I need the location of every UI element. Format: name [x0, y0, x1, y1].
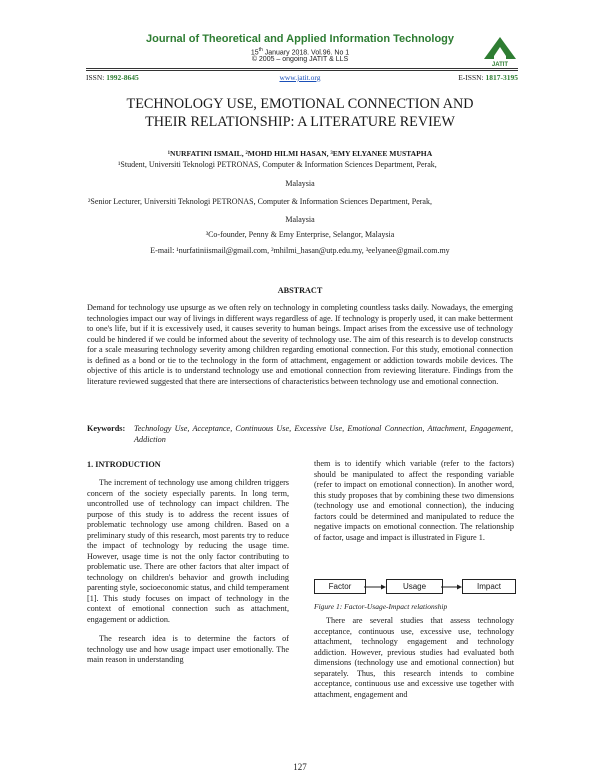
figure-arrow-1	[364, 580, 386, 594]
section-heading-introduction: 1. INTRODUCTION	[87, 460, 161, 469]
email-line: E-mail: ¹nurfatiniismail@gmail.com, ²mhilmi_hasan@utp.edu.my, ³eelyanee@gmail.com.my	[150, 246, 450, 255]
keywords: Technology Use, Acceptance, Continuous Use, Excessive Use, Emotional Connection, Attachment, Engagement, Addiction	[134, 424, 513, 444]
affiliation-1: ¹Student, Universiti Teknologi PETRONAS, Computer & Information Sciences Department, Perak,	[118, 160, 437, 169]
issue-day: 15	[250, 49, 259, 57]
eissn	[458, 73, 518, 82]
paper-title-line1: TECHNOLOGY USE, EMOTIONAL CONNECTION AND	[126, 96, 474, 112]
abstract-text: Demand for technology use upsurge as we often rely on technology in completing countless tasks daily. Nowadays, the emerging technologies impact our way of livings in different ways regardless of age. If technology is properly used, it can make betterment to one's life, but if it is excessively used, it causes severity to human beings. Impact arises from the excessive use of technology could be hindered if we could be informed about the severity of technology use. The aim of this research is to develop constructs for a scale measuring technology severity among children regarding emotional connection. For this study, emotional connection is defined as a bond or tie to the technology in the form of attachment, engagement or addiction towards mobile devices. The objective of this article is to understand technology use and emotional connection from reviewing literature. Findings from the literature reviewed suggested that there are intersections of characteristics between technology use and emotional connection.	[87, 303, 513, 386]
issue-day-suffix: th	[258, 47, 263, 53]
eissn-label: E-ISSN:	[458, 73, 486, 82]
logo-text: JATIT	[491, 62, 509, 67]
figure-box-impact: Impact	[462, 579, 516, 594]
paper-title-line2: THEIR RELATIONSHIP: A LITERATURE REVIEW	[145, 114, 455, 130]
paper-title	[60, 95, 540, 131]
right-column-paragraph-2: There are several studies that assess technology acceptance, continuous use, excessive use, technology attachment, technology engagement and technology addiction. However, previous studies had evaluated both dimensions (technology use and emotional connection) but separately. Thus, this research intends to combine acceptance, continuous use and excessive use together with attachment, engagement and	[314, 616, 514, 699]
figure-arrow-2	[441, 580, 462, 594]
intro-paragraph-1: The increment of technology use among children triggers concern of the society especially parents. In long term, uncontrolled use of technology can impact children. The purpose of this study is to address the recent issues of problematic technology use among children. Based on a preliminary study of this research, most parents try to reduce the impact of technology by reducing the usage time. However, usage time is not the only factor contributing to problematic use. There are other factors that alter impact of technology on children's behavior and growth including parenting style, socioeconomic status, and child temperament [1]. This study focuses on impact of technology in the context of emotional connection such as attachment, engagement or addiction.	[87, 478, 289, 624]
website-link[interactable]: www.jatit.org	[279, 73, 321, 82]
issn-label: ISSN:	[86, 73, 107, 82]
figure-caption: Figure 1: Factor-Usage-Impact relationship	[314, 602, 448, 611]
affiliation-2: ²Senior Lecturer, Universiti Teknologi PETRONAS, Computer & Information Sciences Department, Perak,	[88, 197, 432, 206]
authors: ¹NURFATINI ISMAIL, ²MOHD HILMI HASAN, ³EMY ELYANEE MUSTAPHA	[167, 149, 433, 158]
journal-copyright: © 2005 – ongoing JATIT & LLS	[251, 56, 349, 63]
figure-box-usage: Usage	[386, 579, 443, 594]
left-column	[87, 478, 289, 675]
issn-value: 1992-8645	[106, 73, 139, 82]
keywords-label: Keywords:	[87, 424, 126, 433]
intro-paragraph-2: The research idea is to determine the factors of technology use and how usage impact user emotionally. The main reason in understanding	[87, 634, 289, 664]
eissn-value: 1817-3195	[485, 73, 518, 82]
affiliation-1-country: Malaysia	[285, 179, 315, 188]
right-column-paragraph-1: them is to identify which variable (refer to the factors) should be manipulated to affect the responding variable (refer to impact on emotional connection). In another word, this study proposes that by combining these two dimensions (technology use and emotional connection), the inducing factors could be determined and manipulated to reduce the negative impacts on emotional connection. The relationship of factor, usage and impact is illustrated in Figure 1.	[314, 459, 514, 542]
affiliation-3: ³Co-founder, Penny & Emy Enterprise, Selangor, Malaysia	[205, 230, 395, 239]
page-number: 127	[293, 762, 307, 772]
abstract-heading: ABSTRACT	[277, 286, 323, 295]
journal-title: Journal of Theoretical and Applied Information Technology	[145, 33, 455, 45]
affiliation-2-country: Malaysia	[285, 215, 315, 224]
header-rule-thick	[86, 68, 518, 69]
jatit-logo	[480, 33, 520, 67]
issue-details: January 2018. Vol.96. No 1	[262, 49, 350, 57]
figure-box-factor: Factor	[314, 579, 366, 594]
header-rule-thin	[86, 70, 518, 71]
